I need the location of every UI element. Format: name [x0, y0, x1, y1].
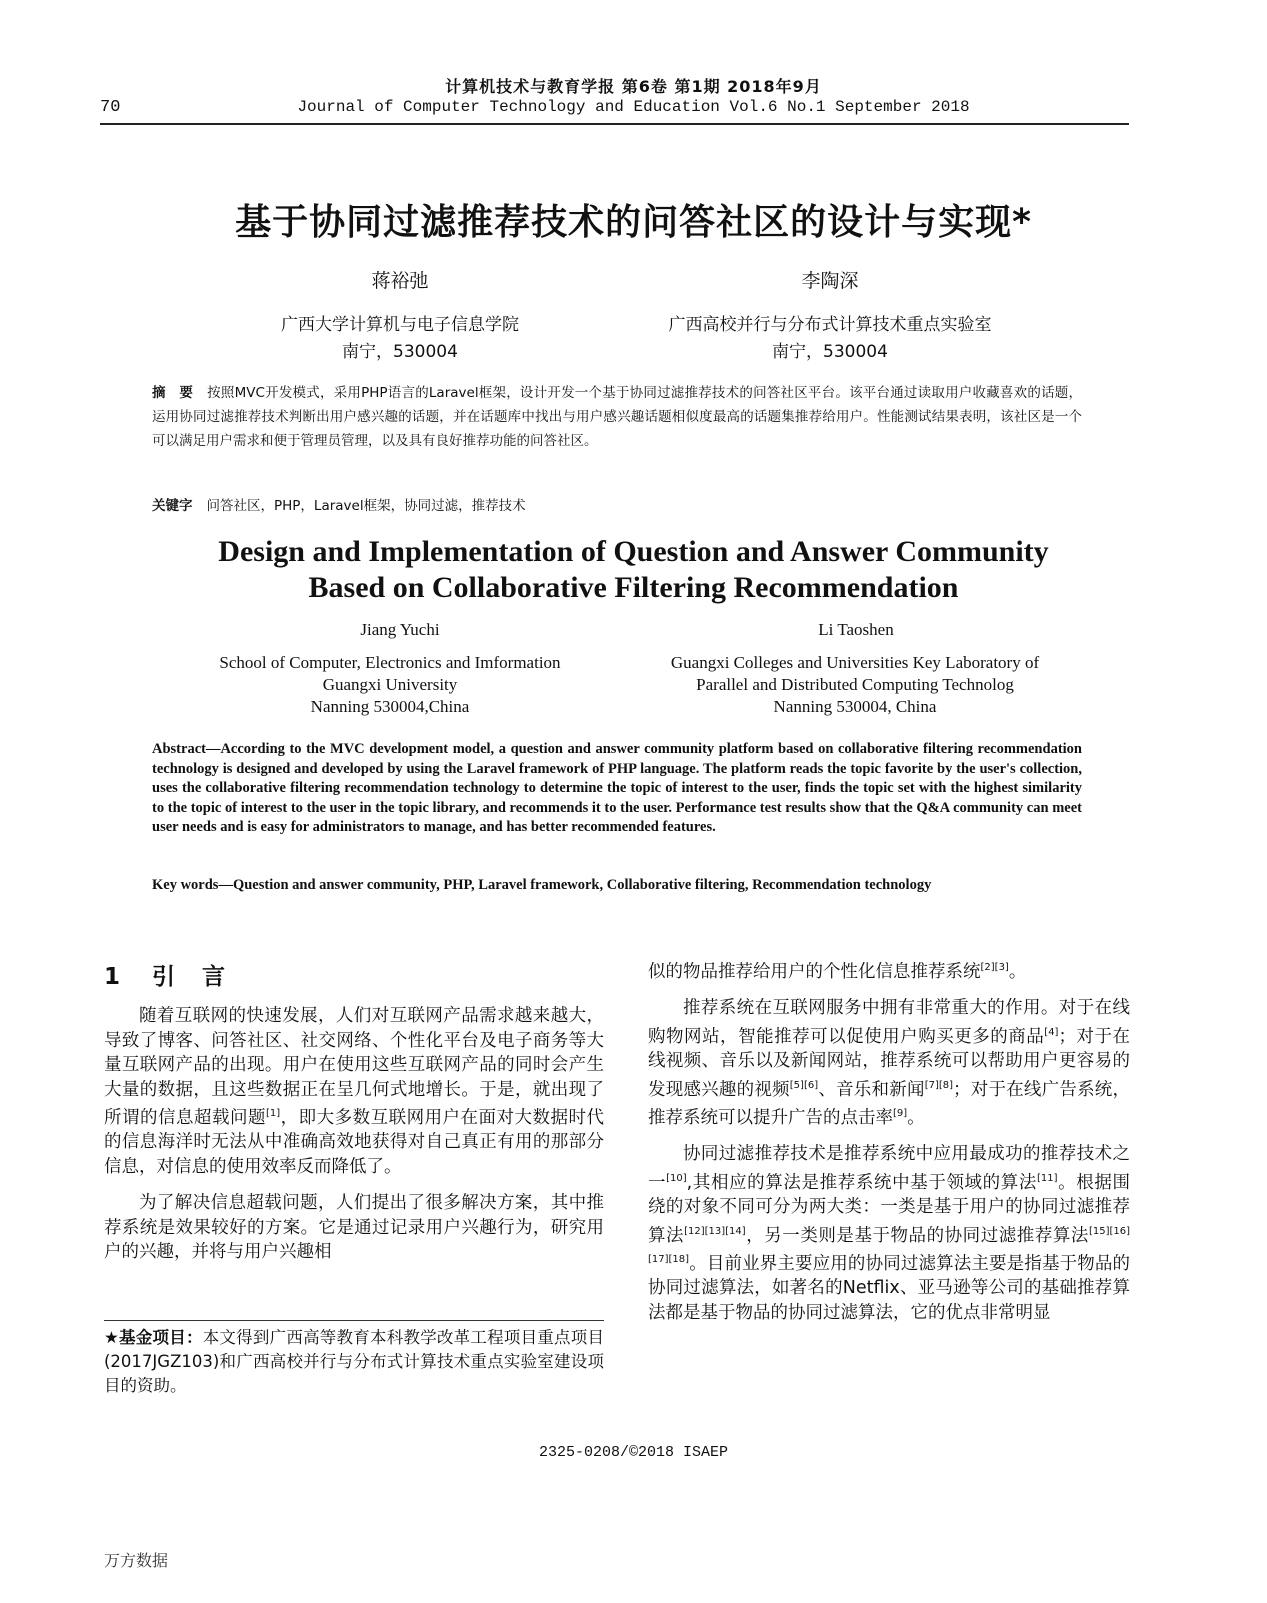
body-text: 。	[907, 1107, 925, 1128]
body-text: ；对于在线视频、音乐以及新闻网站，推荐系统可以帮助用户更容易的发现感兴趣的视频	[648, 1026, 1131, 1100]
affiliation-line: School of Computer, Electronics and Imformation	[219, 653, 561, 672]
body-text: 、音乐和新闻	[818, 1079, 925, 1100]
citation-ref: [2][3]	[980, 962, 1009, 973]
footnote-divider	[104, 1320, 604, 1321]
author-en-1: Jiang Yuchi	[360, 620, 440, 639]
citation-ref: [10]	[666, 1172, 687, 1184]
keywords-cn	[152, 494, 1082, 514]
section-title: 引 言	[152, 964, 228, 990]
affiliation-line: Parallel and Distributed Computing Technolog	[696, 675, 1014, 694]
body-text: 推荐系统在互联网服务中拥有非常重大的作用。对于在线购物网站，智能推荐可以促使用户购买更多的商品	[648, 998, 1130, 1047]
body-paragraph	[648, 1142, 1130, 1325]
footer-issn: 2325-0208/©2018 ISAEP	[538, 1444, 729, 1461]
body-paragraph	[648, 956, 1130, 984]
body-text: 。根据围绕的对象不同可分为两大类：一类是基于用户的协同过滤推荐算法	[648, 1172, 1131, 1246]
abstract-cn-label: 摘 要	[152, 385, 194, 401]
citation-ref: [9]	[893, 1107, 908, 1119]
body-text: 随着互联网的快速发展，人们对互联网产品需求越来越大，导致了博客、问答社区、社交网络、个性化平台及电子商务等大量互联网产品的出现。用户在使用这些互联网产品的同时会产生大量的数据，且这些数据正在呈几何式地增长。于是，就出现了所谓的信息超载问题	[104, 1006, 604, 1128]
author-en-2: Li Taoshen	[818, 620, 894, 639]
affiliation-line: Nanning 530004, China	[773, 697, 937, 716]
body-text: 。	[1008, 961, 1027, 982]
body-text: ，即大多数互联网用户在面对大数据时代的信息海洋时无法从中准确高效地获得对自己真正有用的那部分信息，对信息的使用效率反而降低了。	[104, 1107, 605, 1177]
affiliation-cn-1	[230, 312, 570, 366]
funding-label: ★基金项目：	[104, 1328, 203, 1347]
funding-text: 本文得到广西高等教育本科教学改革工程项目重点项目(2017JGZ103)和广西高校并行与分布式计算技术重点实验室建设项目的资助。	[104, 1328, 605, 1395]
keywords-cn-label: 关键字	[152, 498, 193, 514]
body-text: 。目前业界主要应用的协同过滤算法主要是指基于物品的协同过滤算法，如著名的Netflix、亚马逊等公司的基础推荐算法都是基于物品的协同过滤算法，它的优点非常明显	[648, 1253, 1130, 1323]
body-paragraph	[104, 1004, 604, 1179]
affiliation-line: Guangxi University	[322, 675, 458, 694]
affiliation-line: 广西大学计算机与电子信息学院	[281, 315, 519, 335]
body-paragraph	[104, 1191, 604, 1265]
affiliation-line: 广西高校并行与分布式计算技术重点实验室	[668, 315, 992, 335]
affiliation-en-1	[160, 652, 620, 718]
affiliation-line: 南宁，530004	[342, 342, 458, 362]
affiliation-en-2	[620, 652, 1090, 718]
paper-title-cn: 基于协同过滤推荐技术的问答社区的设计与实现*	[235, 202, 1032, 243]
funding-footnote	[104, 1326, 604, 1398]
body-paragraph	[648, 996, 1130, 1130]
citation-ref: [1]	[265, 1108, 281, 1119]
body-column-left	[104, 1004, 604, 1277]
header-divider	[100, 123, 1129, 125]
body-text: 为了解决信息超载问题，人们提出了很多解决方案，其中推荐系统是效果较好的方案。它是通过记录用户兴趣行为，研究用户的兴趣，并将与用户兴趣相	[104, 1193, 604, 1263]
watermark: 万方数据	[104, 1551, 169, 1570]
affiliation-line: Guangxi Colleges and Universities Key Laboratory of	[670, 653, 1040, 672]
abstract-cn	[152, 381, 1082, 453]
citation-ref: [5][6]	[789, 1079, 819, 1091]
author-cn-2: 李陶深	[801, 270, 859, 292]
body-text: 似的物品推荐给用户的个性化信息推荐系统	[648, 961, 981, 982]
affiliation-line: Nanning 530004,China	[310, 697, 470, 716]
keywords-en: Key words—Question and answer community, PHP, Laravel framework, Collaborative filtering, Recommendation technology	[152, 877, 932, 893]
citation-ref: [15][16][17][18]	[648, 1225, 1130, 1265]
citation-ref: [12][13][14]	[684, 1225, 746, 1237]
section-number: 1	[104, 964, 123, 990]
journal-title-cn: 计算机技术与教育学报 第6卷 第1期 2018年9月	[445, 77, 822, 96]
body-text: 协同过滤推荐技术是推荐系统中应用最成功的推荐技术之一	[648, 1144, 1130, 1193]
citation-ref: [11]	[1037, 1172, 1058, 1184]
citation-ref: [7][8]	[924, 1079, 954, 1091]
section-heading	[104, 958, 227, 991]
journal-title-en: Journal of Computer Technology and Education Vol.6 No.1 September 2018	[297, 98, 970, 116]
citation-ref: [4]	[1044, 1026, 1059, 1038]
keywords-cn-text: 问答社区，PHP，Laravel框架，协同过滤，推荐技术	[206, 498, 526, 514]
affiliation-cn-2	[610, 312, 1050, 366]
body-text: ，另一类则是基于物品的协同过滤推荐算法	[745, 1225, 1089, 1246]
abstract-en: Abstract—According to the MVC development model, a question and answer community platform based on collaborative filtering recommendation technology is designed and developed by using the Laravel framework of PHP language. The platform reads the topic favorite by the user's collection, uses the collaborative filtering recommendation technology to determine the topic of interest to the user, finds the topic set with the highest similarity to the topic of interest to the user in the topic library, and recommends it to the user. Performance test results show that the Q&A community can meet user needs and is easy for administrators to manage, and has better recommended features.	[152, 741, 1082, 835]
body-text: ；对于在线广告系统，推荐系统可以提升广告的点击率	[648, 1079, 1131, 1128]
page-number: 70	[100, 98, 121, 117]
paper-title-en-line2: Based on Collaborative Filtering Recommendation	[308, 571, 959, 604]
affiliation-line: 南宁，530004	[772, 342, 888, 362]
body-text: ,其相应的算法是推荐系统中基于领域的算法	[686, 1172, 1038, 1193]
paper-title-en	[0, 534, 1267, 606]
author-cn-1: 蒋裕弛	[371, 270, 429, 292]
body-column-right	[648, 956, 1130, 1337]
paper-title-en-line1: Design and Implementation of Question and Answer Community	[218, 535, 1049, 568]
abstract-cn-text: 按照MVC开发模式，采用PHP语言的Laravel框架，设计开发一个基于协同过滤推荐技术的问答社区平台。该平台通过读取用户收藏喜欢的话题，运用协同过滤推荐技术判断出用户感兴趣的话题，并在话题库中找出与用户感兴趣话题相似度最高的话题集推荐给用户。性能测试结果表明，该社区是一个可以满足用户需求和便于管理员管理，以及具有良好推荐功能的问答社区。	[152, 385, 1083, 449]
